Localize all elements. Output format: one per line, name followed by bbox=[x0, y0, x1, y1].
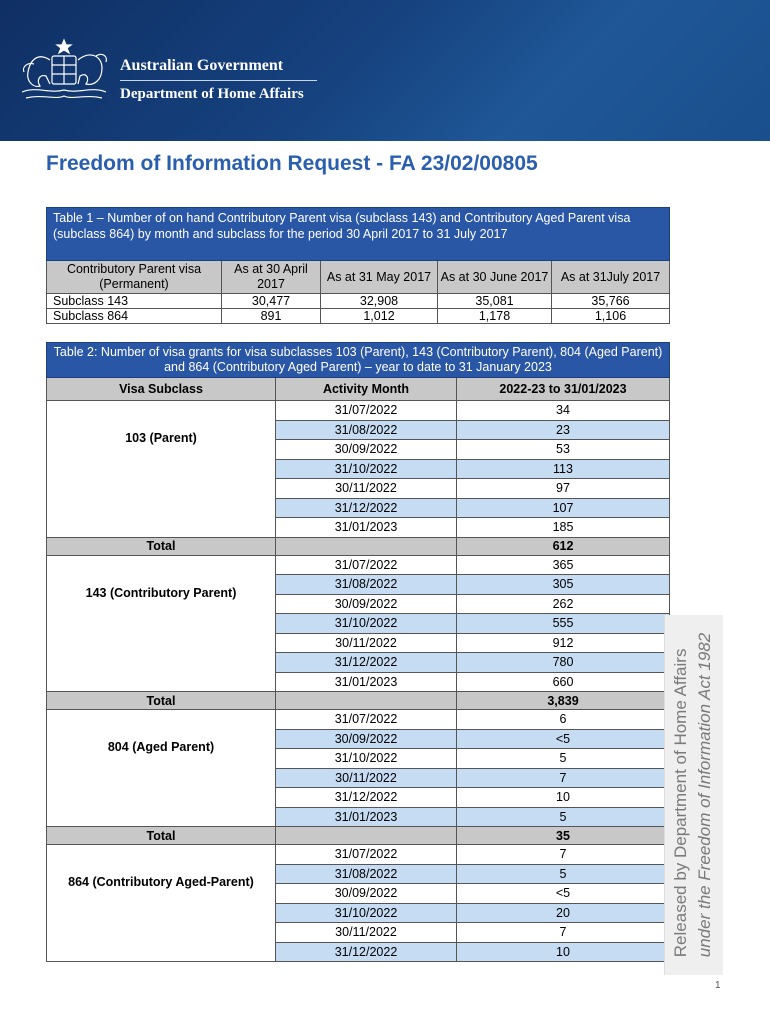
visa-subclass-cell: 864 (Contributory Aged-Parent) bbox=[47, 845, 276, 962]
org-divider bbox=[120, 80, 317, 81]
release-stamp-text bbox=[669, 633, 717, 957]
table-1-header: As at 31July 2017 bbox=[552, 261, 670, 294]
table-cell: 30,477 bbox=[222, 294, 321, 309]
page-number: 1 bbox=[715, 980, 721, 991]
table-cell: 32,908 bbox=[321, 294, 438, 309]
table-cell: Subclass 143 bbox=[47, 294, 222, 309]
table-1-caption: Table 1 – Number of on hand Contributory Parent visa (subclass 143) and Contributory Aged Parent visa (subclass 864) by month and subclass for the period 30 April 2017 to 31 July 2017 bbox=[47, 208, 670, 261]
grant-count-cell: 7 bbox=[457, 768, 670, 788]
table-cell: 1,178 bbox=[438, 309, 552, 324]
grant-count-cell: 23 bbox=[457, 420, 670, 440]
table-cell: 1,106 bbox=[552, 309, 670, 324]
grant-count-cell: <5 bbox=[457, 884, 670, 904]
table-cell: 1,012 bbox=[321, 309, 438, 324]
total-row bbox=[47, 827, 670, 845]
table-2-header: Activity Month bbox=[276, 378, 457, 401]
grant-count-cell: 113 bbox=[457, 459, 670, 479]
grant-count-cell: 53 bbox=[457, 440, 670, 460]
grant-count-cell: 97 bbox=[457, 479, 670, 499]
activity-month-cell: 30/09/2022 bbox=[276, 594, 457, 614]
grant-count-cell: 7 bbox=[457, 845, 670, 865]
table-row bbox=[47, 401, 670, 421]
release-stamp-line-2: under the Freedom of Information Act 1982 bbox=[695, 632, 714, 958]
activity-month-cell: 31/12/2022 bbox=[276, 498, 457, 518]
activity-month-cell: 30/09/2022 bbox=[276, 440, 457, 460]
table-cell: Subclass 864 bbox=[47, 309, 222, 324]
total-value: 3,839 bbox=[457, 692, 670, 710]
activity-month-cell: 31/07/2022 bbox=[276, 555, 457, 575]
activity-month-cell: 31/07/2022 bbox=[276, 710, 457, 730]
grant-count-cell: 107 bbox=[457, 498, 670, 518]
activity-month-cell: 31/10/2022 bbox=[276, 614, 457, 634]
total-label: Total bbox=[47, 537, 276, 555]
activity-month-cell: 30/11/2022 bbox=[276, 923, 457, 943]
page-header bbox=[0, 0, 770, 141]
activity-month-cell: 31/07/2022 bbox=[276, 845, 457, 865]
total-row bbox=[47, 537, 670, 555]
org-line-2: Department of Home Affairs bbox=[120, 86, 304, 102]
activity-month-cell: 31/10/2022 bbox=[276, 459, 457, 479]
table-row bbox=[47, 294, 670, 309]
total-empty-cell bbox=[276, 692, 457, 710]
activity-month-cell: 31/12/2022 bbox=[276, 942, 457, 962]
table-2-body bbox=[47, 401, 670, 962]
grant-count-cell: 365 bbox=[457, 555, 670, 575]
table-1-header: As at 30 April 2017 bbox=[222, 261, 321, 294]
total-label: Total bbox=[47, 827, 276, 845]
table-2-header-row bbox=[47, 378, 670, 401]
activity-month-cell: 31/01/2023 bbox=[276, 807, 457, 827]
activity-month-cell: 30/11/2022 bbox=[276, 768, 457, 788]
grant-count-cell: 5 bbox=[457, 749, 670, 769]
table-row bbox=[47, 309, 670, 324]
table-row bbox=[47, 845, 670, 865]
table-1-header: Contributory Parent visa (Permanent) bbox=[47, 261, 222, 294]
table-cell: 35,081 bbox=[438, 294, 552, 309]
grant-count-cell: 5 bbox=[457, 864, 670, 884]
grant-count-cell: 10 bbox=[457, 942, 670, 962]
grant-count-cell: <5 bbox=[457, 729, 670, 749]
total-empty-cell bbox=[276, 537, 457, 555]
table-2-caption: Table 2: Number of visa grants for visa subclasses 103 (Parent), 143 (Contributory Parent), 804 (Aged Parent) and 864 (Contributory Aged Parent) – year to date to 31 January 2023 bbox=[47, 343, 670, 378]
grant-count-cell: 6 bbox=[457, 710, 670, 730]
table-1-header: As at 31 May 2017 bbox=[321, 261, 438, 294]
total-empty-cell bbox=[276, 827, 457, 845]
activity-month-cell: 31/10/2022 bbox=[276, 903, 457, 923]
coat-of-arms-icon bbox=[16, 38, 112, 106]
grant-count-cell: 555 bbox=[457, 614, 670, 634]
activity-month-cell: 31/12/2022 bbox=[276, 653, 457, 673]
total-label: Total bbox=[47, 692, 276, 710]
page-title: Freedom of Information Request - FA 23/02/00805 bbox=[46, 152, 538, 175]
activity-month-cell: 30/11/2022 bbox=[276, 633, 457, 653]
grant-count-cell: 34 bbox=[457, 401, 670, 421]
activity-month-cell: 31/07/2022 bbox=[276, 401, 457, 421]
grant-count-cell: 262 bbox=[457, 594, 670, 614]
visa-subclass-cell: 143 (Contributory Parent) bbox=[47, 555, 276, 692]
grant-count-cell: 185 bbox=[457, 518, 670, 538]
table-1-header-row bbox=[47, 261, 670, 294]
total-value: 612 bbox=[457, 537, 670, 555]
activity-month-cell: 31/08/2022 bbox=[276, 420, 457, 440]
table-1 bbox=[46, 207, 670, 324]
table-2 bbox=[46, 342, 670, 962]
grant-count-cell: 7 bbox=[457, 923, 670, 943]
table-row bbox=[47, 555, 670, 575]
visa-subclass-cell: 804 (Aged Parent) bbox=[47, 710, 276, 827]
grant-count-cell: 912 bbox=[457, 633, 670, 653]
table-1-header: As at 30 June 2017 bbox=[438, 261, 552, 294]
activity-month-cell: 30/11/2022 bbox=[276, 479, 457, 499]
org-line-1: Australian Government bbox=[120, 57, 284, 74]
activity-month-cell: 31/08/2022 bbox=[276, 575, 457, 595]
grant-count-cell: 780 bbox=[457, 653, 670, 673]
activity-month-cell: 31/12/2022 bbox=[276, 788, 457, 808]
total-row bbox=[47, 692, 670, 710]
table-cell: 891 bbox=[222, 309, 321, 324]
table-cell: 35,766 bbox=[552, 294, 670, 309]
table-row bbox=[47, 710, 670, 730]
grant-count-cell: 10 bbox=[457, 788, 670, 808]
grant-count-cell: 660 bbox=[457, 672, 670, 692]
grant-count-cell: 305 bbox=[457, 575, 670, 595]
grant-count-cell: 20 bbox=[457, 903, 670, 923]
grant-count-cell: 5 bbox=[457, 807, 670, 827]
activity-month-cell: 31/08/2022 bbox=[276, 864, 457, 884]
table-2-header: 2022-23 to 31/01/2023 bbox=[457, 378, 670, 401]
activity-month-cell: 30/09/2022 bbox=[276, 884, 457, 904]
table-2-header: Visa Subclass bbox=[47, 378, 276, 401]
activity-month-cell: 30/09/2022 bbox=[276, 729, 457, 749]
release-stamp-line-1: Released by Department of Home Affairs bbox=[671, 648, 690, 958]
activity-month-cell: 31/10/2022 bbox=[276, 749, 457, 769]
activity-month-cell: 31/01/2023 bbox=[276, 672, 457, 692]
visa-subclass-cell: 103 (Parent) bbox=[47, 401, 276, 538]
total-value: 35 bbox=[457, 827, 670, 845]
activity-month-cell: 31/01/2023 bbox=[276, 518, 457, 538]
